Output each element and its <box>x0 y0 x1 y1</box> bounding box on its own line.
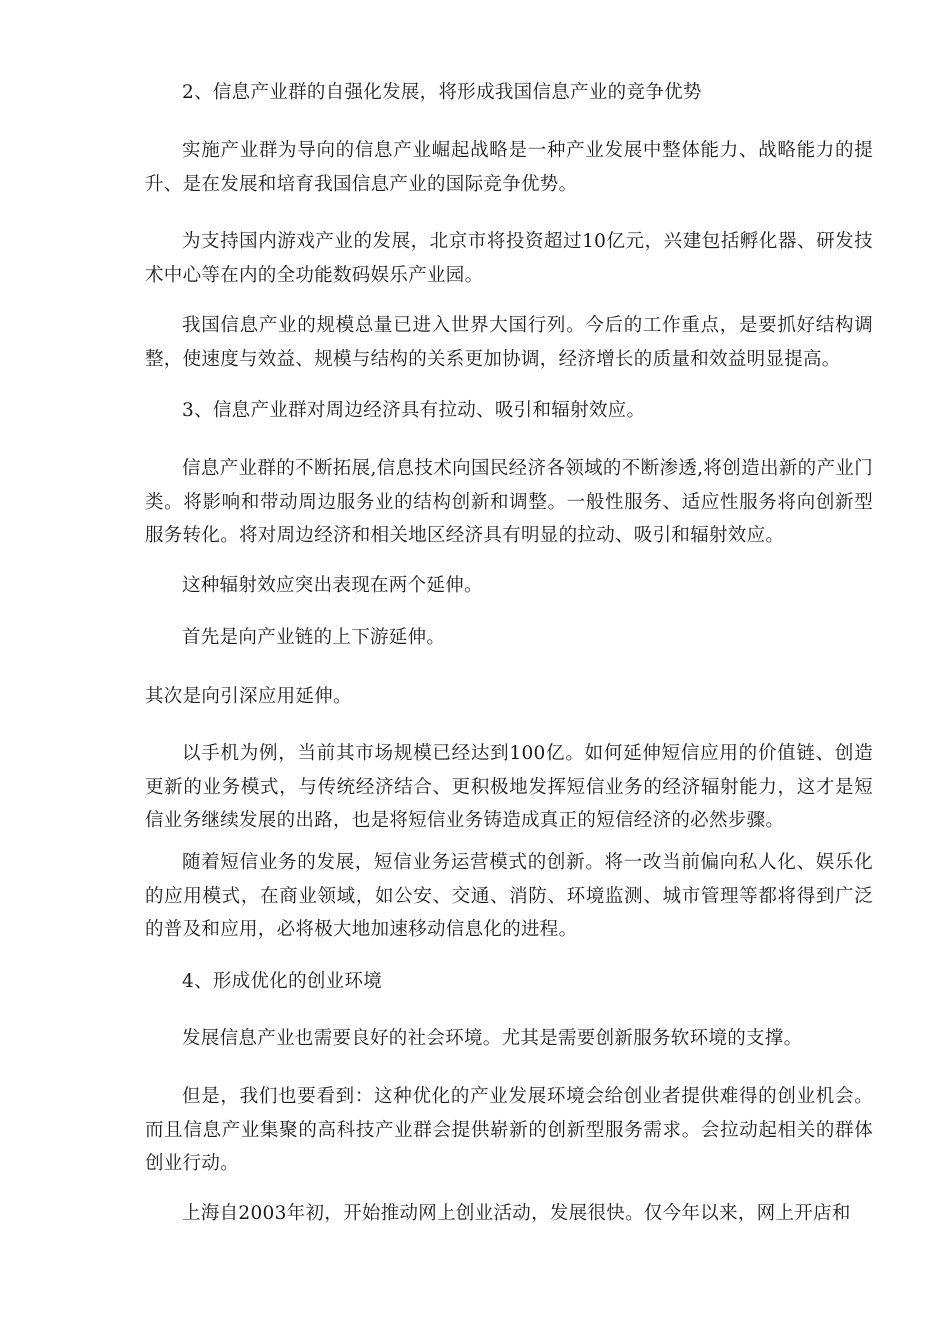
body-paragraph: 信息产业群的不断拓展,信息技术向国民经济各领域的不断渗透,将创造出新的产业门类。将影响和带动周边服务业的结构创新和调整。一般性服务、适应性服务将向创新型服务转化。将对周边经济和相关地区经济具有明显的拉动、吸引和辐射效应。 <box>145 458 873 546</box>
body-paragraph: 首先是向产业链的上下游延伸。 <box>182 627 446 648</box>
body-paragraph: 以手机为例，当前其市场规模已经达到100亿。如何延伸短信应用的价值链、创造更新的业务模式，与传统经济结合、更积极地发挥短信业务的经济辐射能力，这才是短信业务继续发展的出路，也是将短信业务铸造成真正的短信经济的必然步骤。 <box>145 743 873 831</box>
heading-paragraph-2: 2、信息产业群的自强化发展，将形成我国信息产业的竞争优势 <box>182 82 702 103</box>
body-paragraph: 其次是向引深应用延伸。 <box>145 686 352 707</box>
body-paragraph: 我国信息产业的规模总量已进入世界大国行列。今后的工作重点，是要抓好结构调整，使速度与效益、规模与结构的关系更加协调，经济增长的质量和效益明显提高。 <box>145 315 873 370</box>
body-paragraph: 但是，我们也要看到：这种优化的产业发展环境会给创业者提供难得的创业机会。而且信息产业集聚的高科技产业群会提供崭新的创新型服务需求。会拉动起相关的群体创业行动。 <box>145 1086 873 1174</box>
heading-paragraph-3: 3、信息产业群对周边经济具有拉动、吸引和辐射效应。 <box>182 400 646 421</box>
body-paragraph: 这种辐射效应突出表现在两个延伸。 <box>182 575 483 596</box>
body-paragraph: 发展信息产业也需要良好的社会环境。尤其是需要创新服务软环境的支撑。 <box>182 1028 803 1049</box>
body-paragraph: 实施产业群为导向的信息产业崛起战略是一种产业发展中整体能力、战略能力的提升、是在发展和培育我国信息产业的国际竞争优势。 <box>145 140 873 195</box>
body-paragraph: 上海自2003年初，开始推动网上创业活动，发展很快。仅今年以来，网上开店和 <box>182 1203 851 1224</box>
body-paragraph: 为支持国内游戏产业的发展，北京市将投资超过10亿元，兴建包括孵化器、研发技术中心等在内的全功能数码娱乐产业园。 <box>145 231 873 286</box>
body-paragraph: 随着短信业务的发展，短信业务运营模式的创新。将一改当前偏向私人化、娱乐化的应用模式，在商业领域，如公安、交通、消防、环境监测、城市管理等都将得到广泛的普及和应用，必将极大地加速移动信息化的进程。 <box>145 852 873 940</box>
heading-paragraph-4: 4、形成优化的创业环境 <box>182 971 383 992</box>
